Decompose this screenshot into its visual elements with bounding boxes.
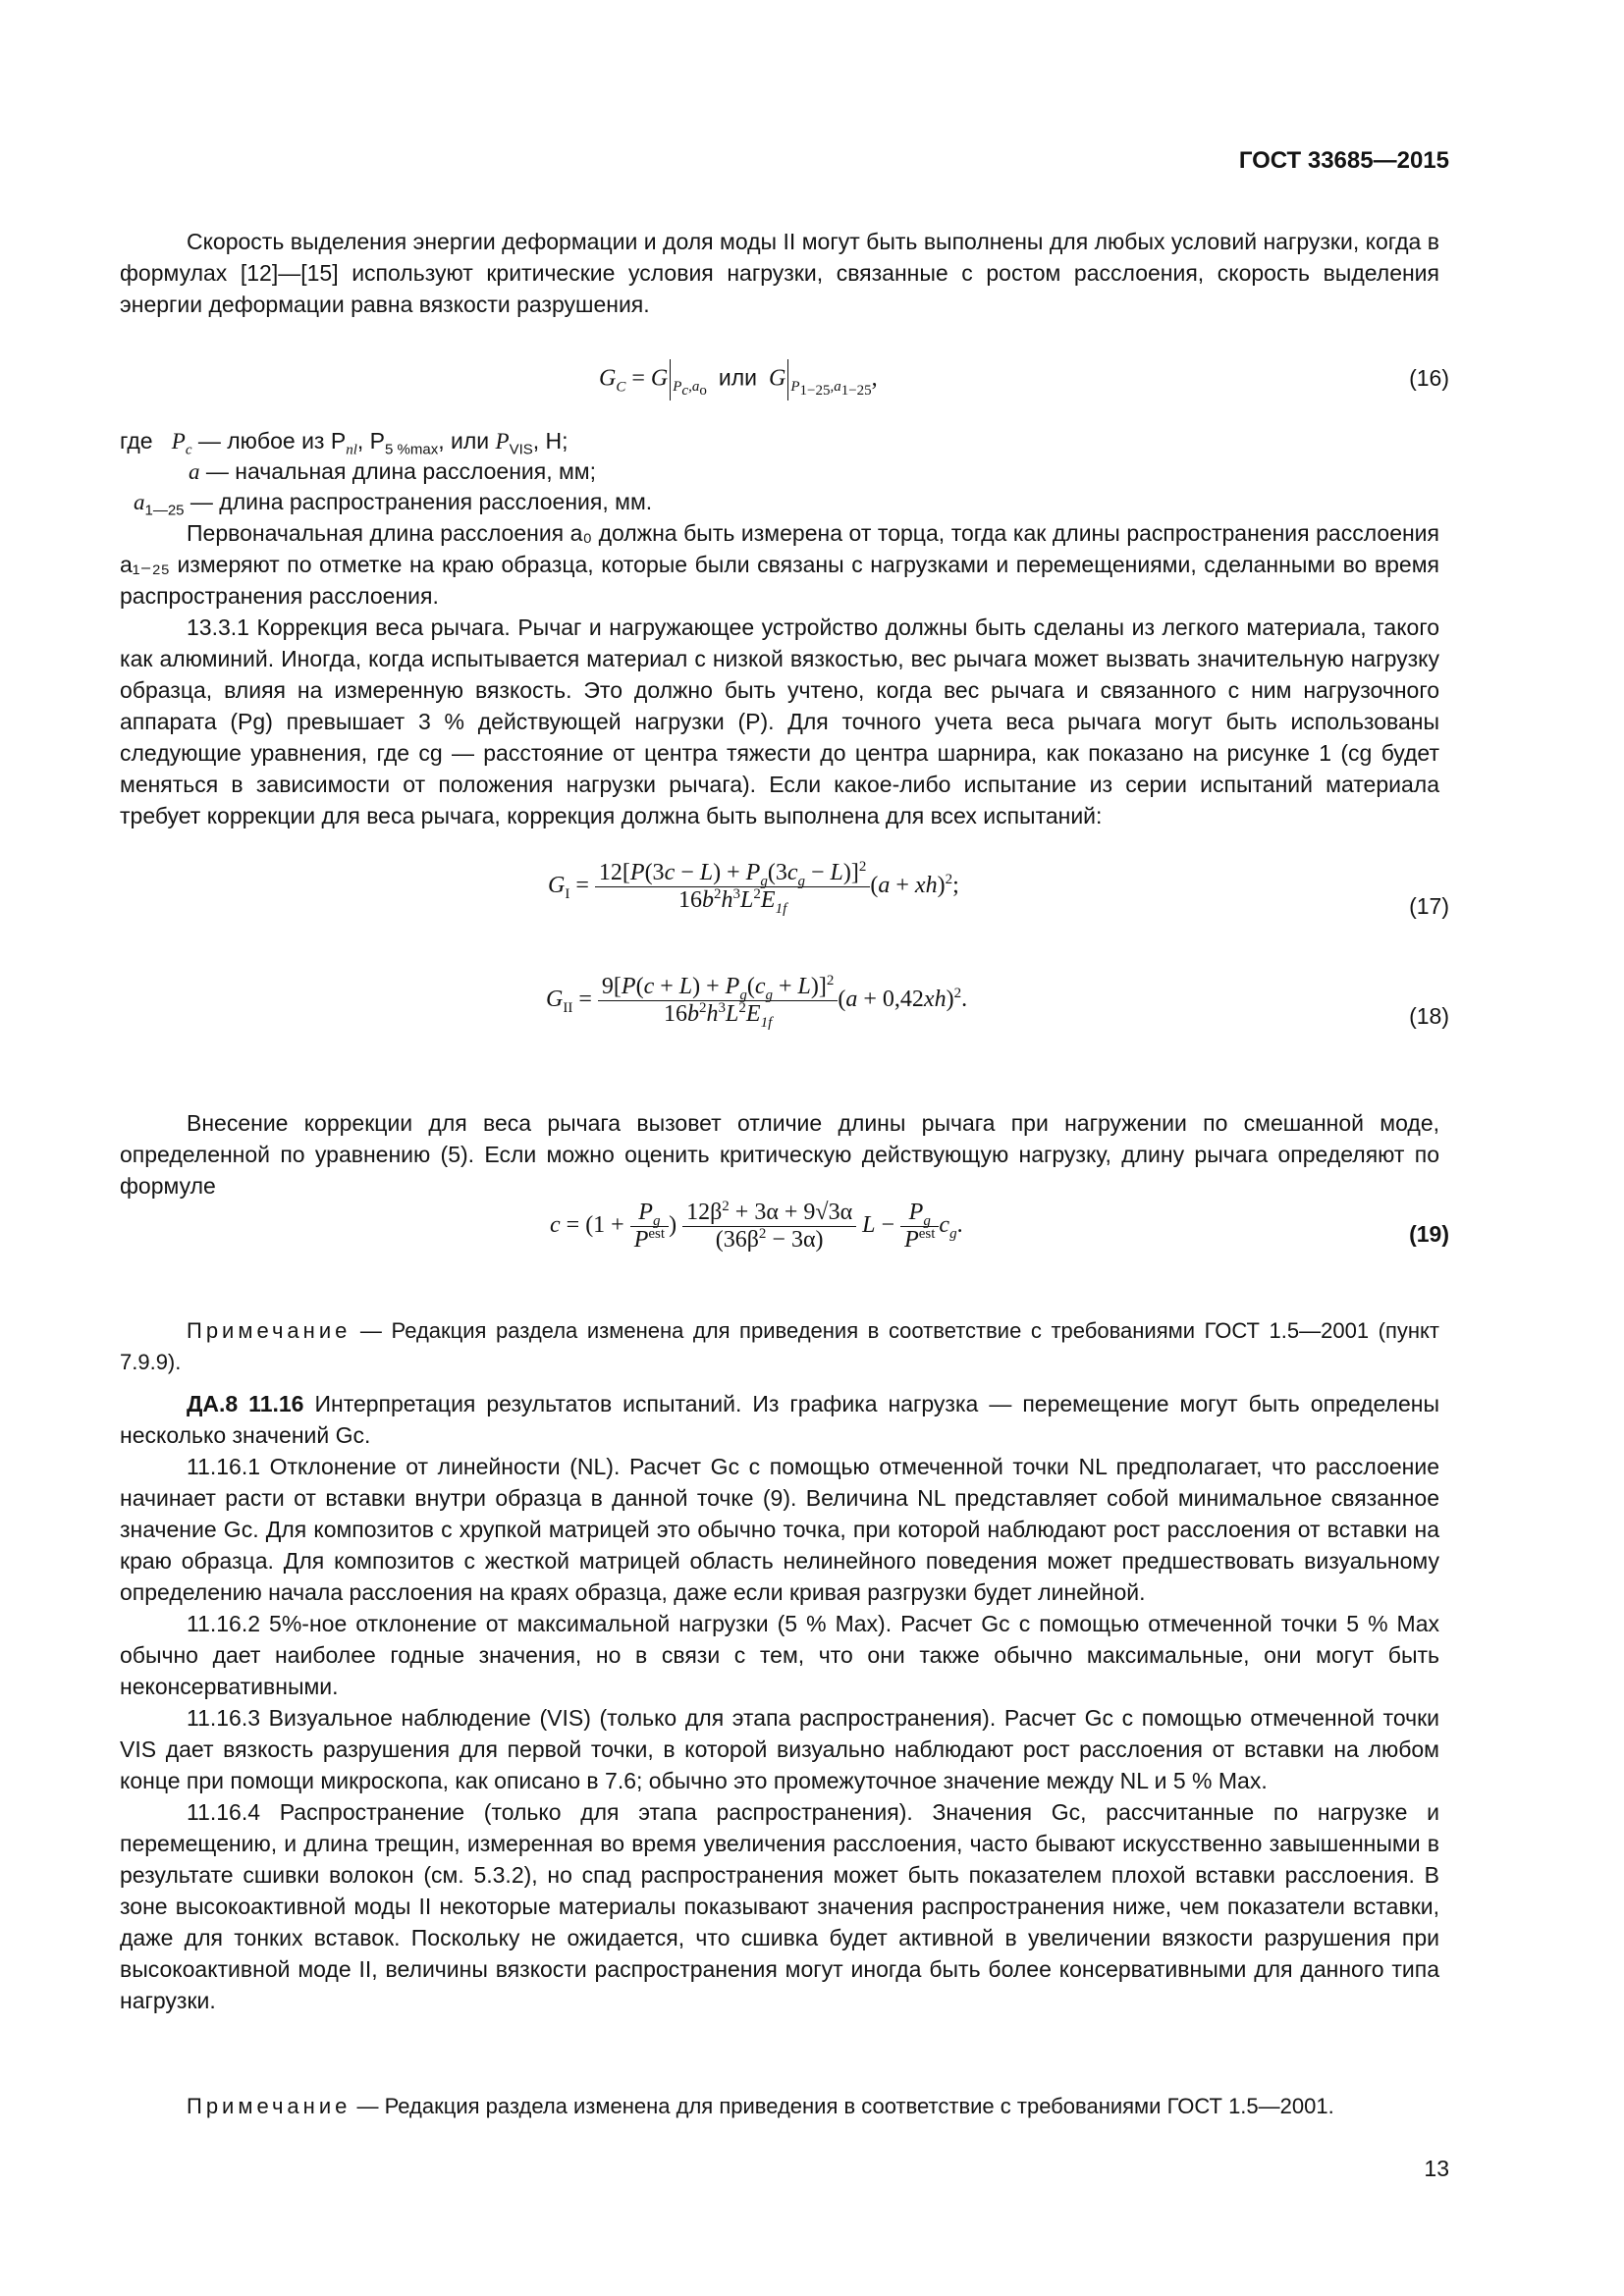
pc-description: — любое из P bbox=[197, 428, 347, 454]
section-number: ДА.8 11.16 bbox=[187, 1391, 304, 1416]
paragraph-11-16-3: 11.16.3 Визуальное наблюдение (VIS) (только для этапа распространения). Расчет Gc с помощью отмеченной точки VIS дает вязкость разрушения для первой точки, в которой визуально наблюдают рост расслоения от вставки на любом конце при помощи микроскопа, как описано в 7.6; обычно это промежуточное значение между NL и 5 % Max. bbox=[120, 1705, 1439, 1793]
paragraph-group-1 bbox=[120, 517, 1439, 831]
note-label: Примечание bbox=[187, 1318, 352, 1343]
a125-description: — длина распространения расслоения, мм. bbox=[189, 489, 653, 514]
note-text: — Редакция раздела изменена для приведения в соответствие с требованиями ГОСТ 1.5—2001. bbox=[356, 2094, 1334, 2118]
equation-number: (16) bbox=[1409, 365, 1449, 391]
paragraph-text: Скорость выделения энергии деформации и доля моды II могут быть выполнены для любых условий нагрузки, когда в формулах [12]—[15] используют критические условия нагрузки, связанные с ростом расслоения, скорость выделения энергии деформации равна вязкости разрушения. bbox=[120, 229, 1439, 317]
paragraph-11-16-4: 11.16.4 Распространение (только для этапа распространения). Значения Gc, рассчитанные по нагрузке и перемещению, и длина трещин, измеренная во время увеличения расслоения, часто бывают искусственно завышенными в результате сшивки волокон (см. 5.3.2), но спад распространения может быть показателем плохой вставки расслоения. В зоне высокоактивной моды II некоторые материалы показывают значения распространения ниже, чем показатели вставки, даже для тонких вставок. Поскольку не ожидается, что сшивка будет активной в увеличении вязкости разрушения при высокоактивной моде II, величины вязкости распространения могут иногда быть более консервативными для данного типа нагрузки. bbox=[120, 1799, 1439, 2013]
paragraph-13-3-1: 13.3.1 Коррекция веса рычага. Рычаг и нагружающее устройство должны быть сделаны из легкого материала, такого как алюминий. Иногда, когда испытывается материал с низкой вязкостью, вес рычага может вызвать значительную нагрузку образца, влияя на измеренную вязкость. Это должно быть учтено, когда вес рычага и связанного с ним нагрузочного аппарата (Pg) превышает 3 % действующей нагрузки (P). Для точного учета веса рычага могут быть использованы следующие уравнения, где cg — расстояние от центра тяжести до центра шарнира, как показано на рисунке 1 (cg будет меняться в зависимости от положения нагрузки рычага). Если какое-либо испытание из серии испытаний материала требует коррекции для веса рычага, коррекция должна быть выполнена для всех испытаний: bbox=[120, 614, 1439, 828]
equation-number: (18) bbox=[1409, 1003, 1449, 1029]
a-description: — начальная длина расслоения, мм; bbox=[205, 458, 596, 484]
note-1 bbox=[120, 1315, 1439, 1378]
or-word: или bbox=[718, 364, 757, 391]
document-id-header: ГОСТ 33685—2015 bbox=[1238, 147, 1449, 174]
paragraph-text: Внесение коррекции для веса рычага вызовет отличие длины рычага при нагружении по смешанной моде, определенной по уравнению (5). Если можно оценить критическую действующую нагрузку, длину рычага определяют по формуле bbox=[120, 1110, 1439, 1199]
equation-19: c = (1 + $\frac{P_g}{P^{est}}$ ) $\frac{12\beta^2 + 3\alpha + 9√3\alpha}{(36\beta^2 - 3\alpha)}$ L − $\frac{P_g}{P^{est}}$ $c_g$. bbox=[550, 1199, 963, 1253]
page-number: 13 bbox=[1424, 2156, 1449, 2181]
section-text: Интерпретация результатов испытаний. Из графика нагрузка — перемещение могут быть определены несколько значений Gc. bbox=[120, 1391, 1439, 1448]
paragraph-11-16-1: 11.16.1 Отклонение от линейности (NL). Расчет Gc с помощью отмеченной точки NL предполагает, что расслоение начинает расти от вставки внутри образца в данной точке (9). Величина NL представляет собой минимальное связанное значение Gc. Для композитов с хрупкой матрицей это обычно точка, при которой наблюдают рост расслоения от вставки на краю образца. Для композитов с жесткой матрицей область нелинейного поведения может предшествовать визуальному определению начала расслоения на краях образца, даже если кривая разгрузки будет линейной. bbox=[120, 1454, 1439, 1605]
equation-16: $G_C = G$ $_{P_c,a_o}$ или G $_{P_{1-25},a_{1-25}}$, bbox=[599, 359, 878, 400]
paragraph-intro bbox=[120, 226, 1439, 320]
paragraph-initial-length: Первоначальная длина расслоения a₀ должна быть измерена от торца, тогда как длины распространения расслоения a₁₋₂₅ измеряют по отметке на краю образца, которые были связаны с нагрузками и перемещениями, сделанными во время распространения расслоения. bbox=[120, 520, 1439, 609]
equation-number: (19) bbox=[1409, 1221, 1449, 1247]
where-label: где bbox=[120, 428, 153, 454]
note-text: — Редакция раздела изменена для приведения в соответствие с требованиями ГОСТ 1.5—2001 (пункт 7.9.9). bbox=[120, 1318, 1439, 1374]
where-clause: где $P_c$ — любое из $P_{nl}$, $P_{5 \%max}$, или $P_{VIS}$, Н; a — начальная длина расслоения, мм; $a_{1—25}$ — длина распространения расслоения, мм. bbox=[120, 428, 653, 519]
paragraph-11-16-2: 11.16.2 5%-ное отклонение от максимальной нагрузки (5 % Max). Расчет Gc с помощью отмеченной точки 5 % Max обычно дает наиболее годные значения, но в связи с тем, что они также обычно максимальные, они могут быть неконсервативными. bbox=[120, 1611, 1439, 1699]
equation-18: $G_{II}$ = $\frac{9[P(c + L) + P_g(c_g + L)]^2}{16b^2h^3L^2E_{1f}}$ $(a + 0,42xh)^2$. bbox=[546, 973, 968, 1031]
equation-17: $G_I$ = $\frac{12[P(3c - L) + P_g(3c_g - L)]^2}{16b^2h^3L^2E_{1f}}$ (a + xh)$^2$; bbox=[548, 859, 959, 917]
paragraph-correction bbox=[120, 1107, 1439, 1201]
section-da8 bbox=[120, 1388, 1439, 2016]
equation-number: (17) bbox=[1409, 893, 1449, 919]
note-2 bbox=[120, 2091, 1439, 2122]
note-label: Примечание bbox=[187, 2094, 352, 2118]
